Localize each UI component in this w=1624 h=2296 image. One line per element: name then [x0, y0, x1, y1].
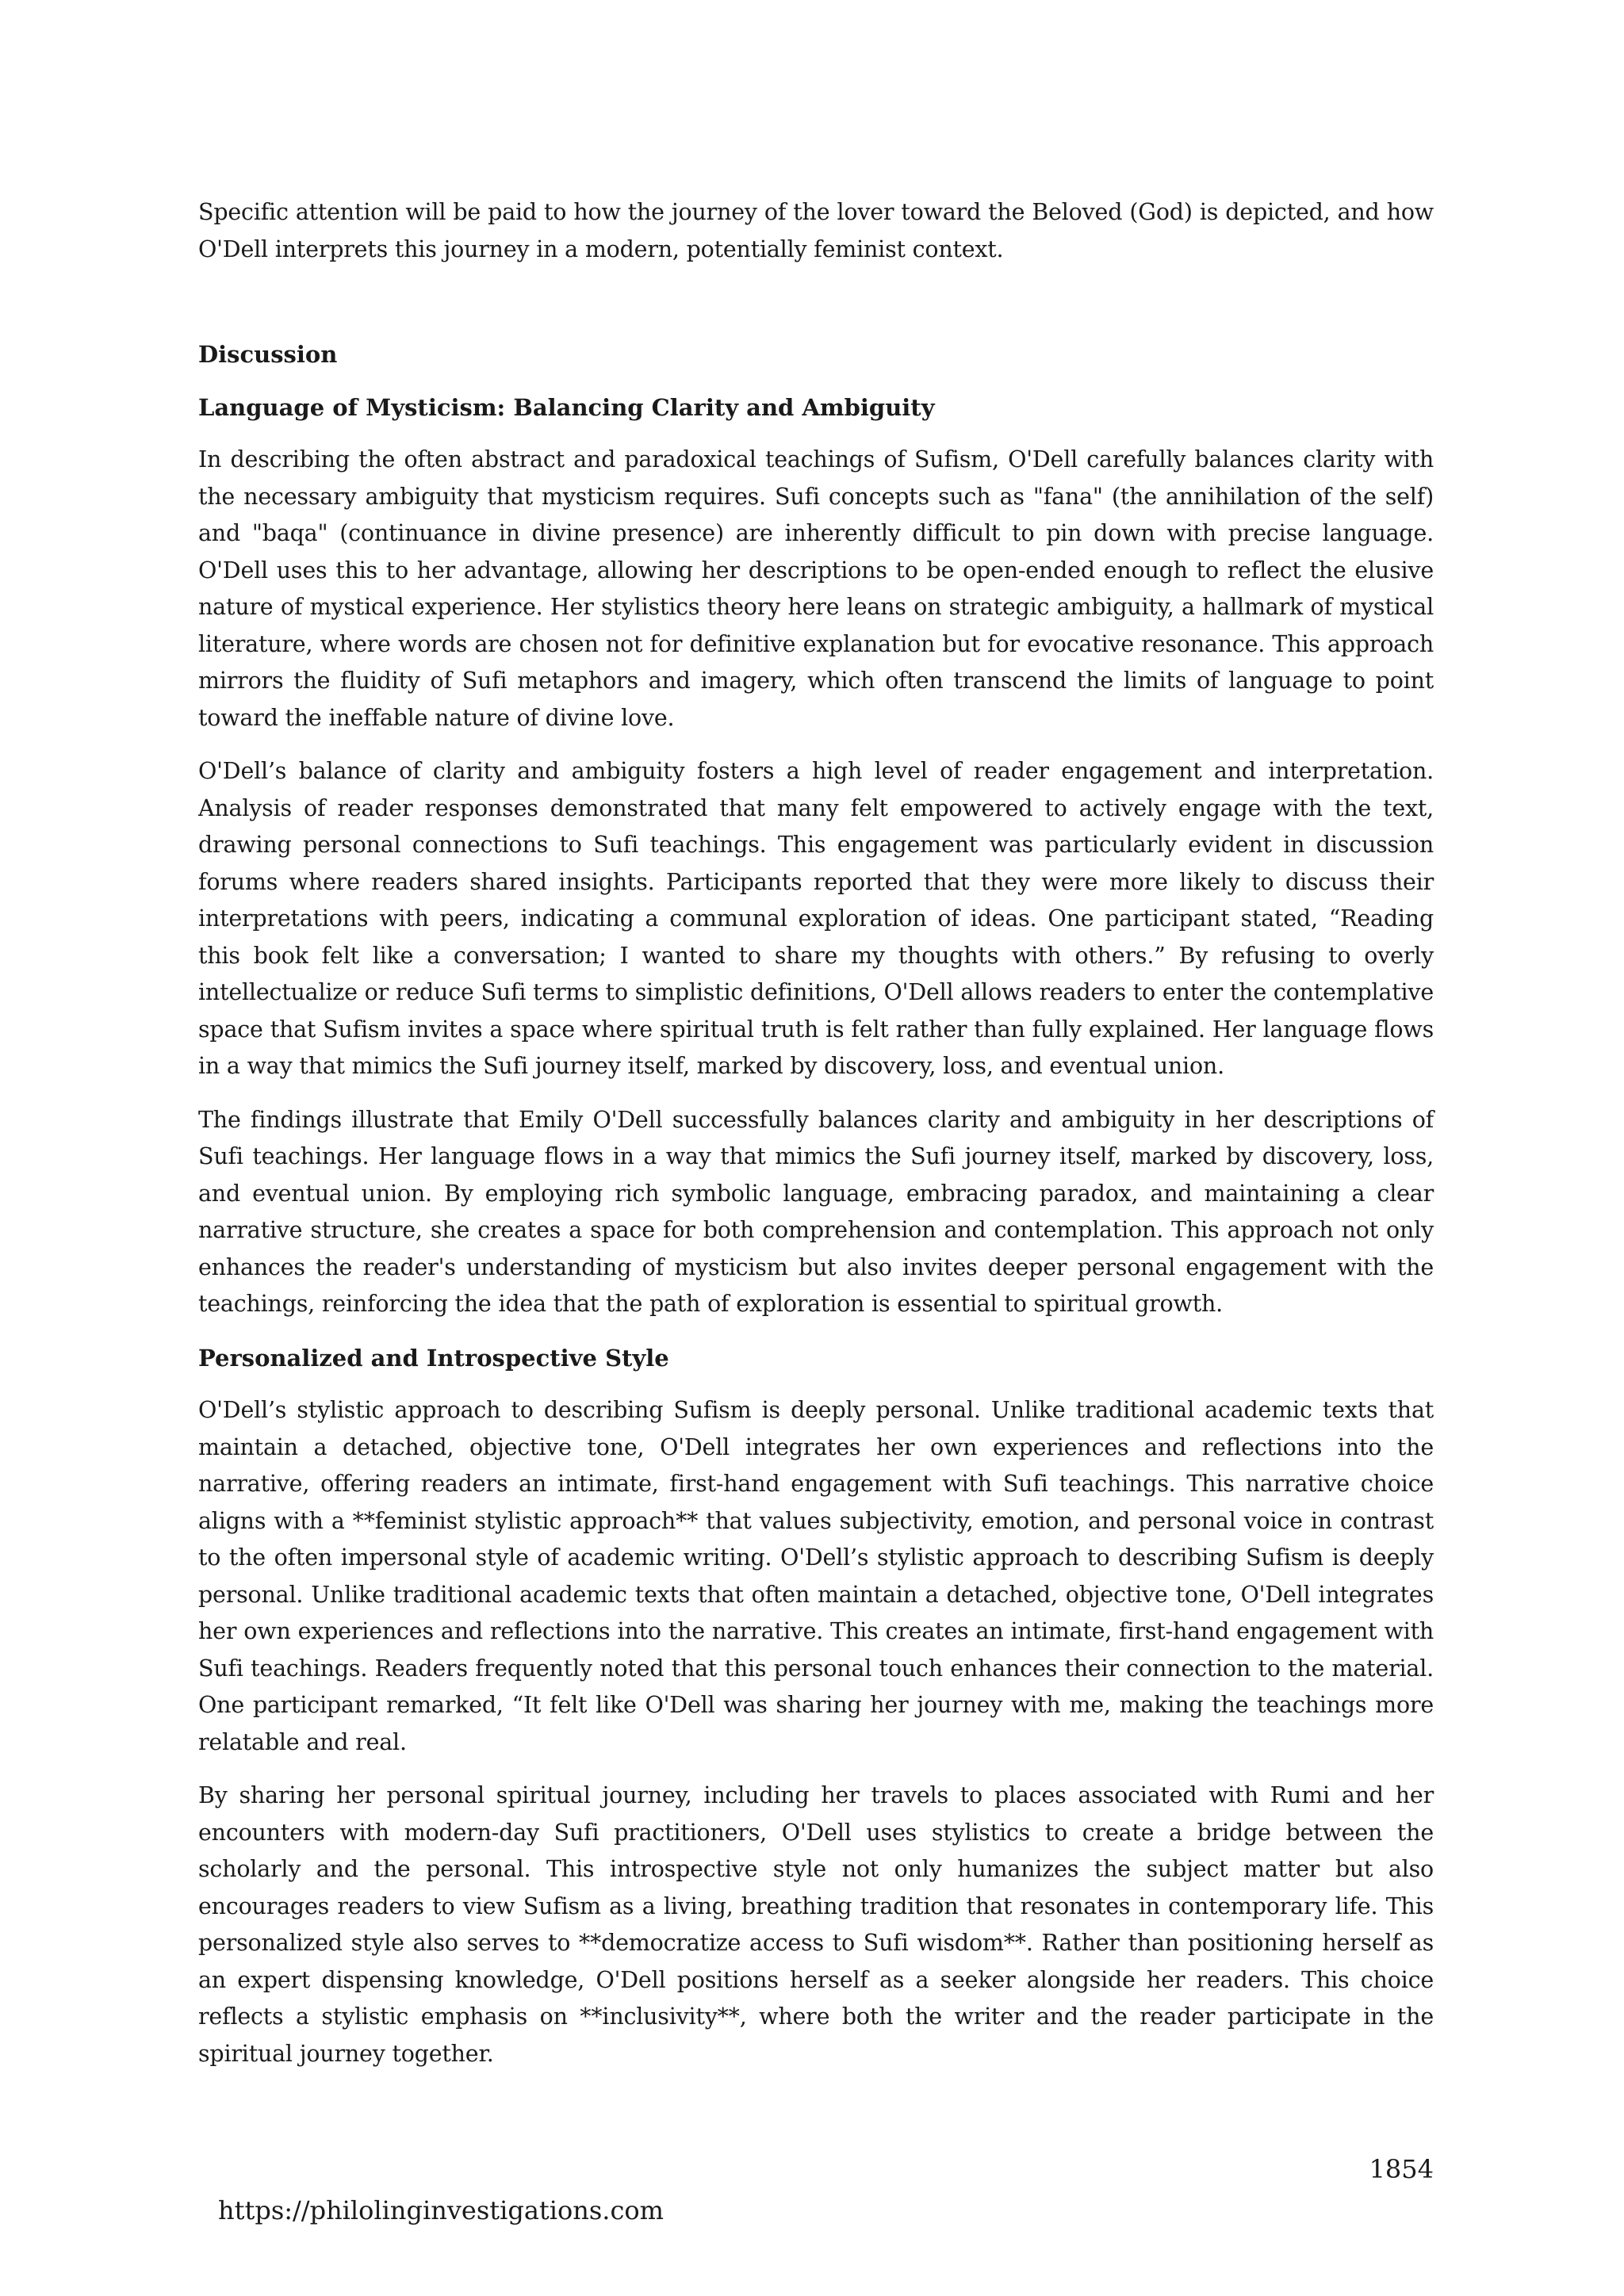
intro-paragraph: Specific attention will be paid to how the journey of the lover toward the Beloved (God) is depicted, and how O'Dell interprets this journey in a modern, potentially feminist context. [198, 199, 1434, 262]
footer-url: https://philolinginvestigations.com [218, 2195, 664, 2225]
body-paragraph: In describing the often abstract and paradoxical teachings of Sufism, O'Dell carefully balances clarity with the necessary ambiguity that mysticism requires. Sufi concepts such as "fana" (the annihilation of the self) and "baqa" (continuance in divine presence) are inherently difficult to pin down with precise language. O'Dell uses this to her advantage, allowing her descriptions to be open-ended enough to reflect the elusive nature of mystical experience. Her stylistics theory here leans on strategic ambiguity, a hallmark of mystical literature, where words are chosen not for definitive explanation but for evocative resonance. This approach mirrors the fluidity of Sufi metaphors and imagery, which often transcend the limits of language to point toward the ineffable nature of divine love. [198, 446, 1434, 731]
body-paragraph: The findings illustrate that Emily O'Dell successfully balances clarity and ambiguity in her descriptions of Sufi teachings. Her language flows in a way that mimics the Sufi journey itself, marked by discovery, loss, and eventual union. By employing rich symbolic language, embracing paradox, and maintaining a clear narrative structure, she creates a space for both comprehension and contemplation. This approach not only enhances the reader's understanding of mysticism but also invites deeper personal engagement with the teachings, reinforcing the idea that the path of exploration is essential to spiritual growth. [198, 1106, 1434, 1317]
body-paragraph: O'Dell’s balance of clarity and ambiguity fosters a high level of reader engagement and interpretation. Analysis of reader responses demonstrated that many felt empowered to actively engage with the text, drawing personal connections to Sufi teachings. This engagement was particularly evident in discussion forums where readers shared insights. Participants reported that they were more likely to discuss their interpretations with peers, indicating a communal exploration of ideas. One participant stated, “Reading this book felt like a conversation; I wanted to share my thoughts with others.” By refusing to overly intellectualize or reduce Sufi terms to simplistic definitions, O'Dell allows readers to enter the contemplative space that Sufism invites a space where spiritual truth is felt rather than fully explained. Her language flows in a way that mimics the Sufi journey itself, marked by discovery, loss, and eventual union. [198, 758, 1434, 1079]
subsection-heading-personalized-style: Personalized and Introspective Style [198, 1344, 669, 1372]
page-body [198, 194, 1434, 2089]
page-number: 1854 [1369, 2154, 1434, 2184]
body-paragraph: By sharing her personal spiritual journey, including her travels to places associated with Rumi and her encounters with modern-day Sufi practitioners, O'Dell uses stylistics to create a bridge between the scholarly and the personal. This introspective style not only humanizes the subject matter but also encourages readers to view Sufism as a living, breathing tradition that resonates in contemporary life. This personalized style also serves to **democratize access to Sufi wisdom**. Rather than positioning herself as an expert dispensing knowledge, O'Dell positions herself as a seeker alongside her readers. This choice reflects a stylistic emphasis on **inclusivity**, where both the writer and the reader participate in the spiritual journey together. [198, 1782, 1434, 2067]
body-paragraph: O'Dell’s stylistic approach to describing Sufism is deeply personal. Unlike traditional academic texts that maintain a detached, objective tone, O'Dell integrates her own experiences and reflections into the narrative, offering readers an intimate, first-hand engagement with Sufi teachings. This narrative choice aligns with a **feminist stylistic approach** that values subjectivity, emotion, and personal voice in contrast to the often impersonal style of academic writing. O'Dell’s stylistic approach to describing Sufism is deeply personal. Unlike traditional academic texts that often maintain a detached, objective tone, O'Dell integrates her own experiences and reflections into the narrative. This creates an intimate, first-hand engagement with Sufi teachings. Readers frequently noted that this personal touch enhances their connection to the material. One participant remarked, “It felt like O'Dell was sharing her journey with me, making the teachings more relatable and real. [198, 1397, 1434, 1755]
section-heading-discussion: Discussion [198, 341, 338, 368]
subsection-heading-language-of-mysticism: Language of Mysticism: Balancing Clarity and Ambiguity [198, 393, 935, 421]
